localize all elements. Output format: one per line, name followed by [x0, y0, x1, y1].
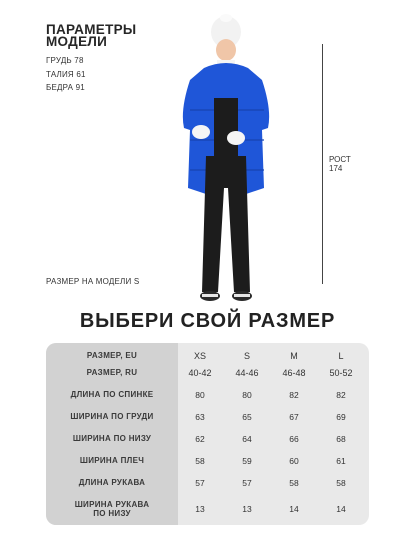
size-row-label: ШИРИНА ПЛЕЧ [79, 456, 145, 465]
size-cell: S [243, 351, 250, 361]
size-table [46, 343, 369, 525]
size-cell: L [338, 351, 344, 361]
size-cell: 58 [195, 456, 205, 466]
size-cell: 61 [336, 456, 346, 466]
size-cell: 66 [289, 434, 299, 444]
size-cell: 13 [242, 504, 252, 514]
size-cell: 50-52 [329, 368, 353, 378]
size-cell: 67 [289, 412, 299, 422]
size-row-label: ШИРИНА РУКАВА ПО НИЗУ [74, 500, 150, 518]
model-hips: БЕДРА 91 [46, 83, 85, 92]
size-row-label: ШИРИНА ПО ГРУДИ [70, 412, 154, 421]
size-cell: 58 [336, 478, 346, 488]
size-cell: 46-48 [282, 368, 306, 378]
size-cell: 68 [336, 434, 346, 444]
size-cell: 60 [289, 456, 299, 466]
size-row-label: ДЛИНА ПО СПИНКЕ [70, 390, 154, 399]
size-cell: 69 [336, 412, 346, 422]
size-cell: 14 [336, 504, 346, 514]
model-height [329, 155, 359, 173]
size-row-label: ДЛИНА РУКАВА [78, 478, 146, 487]
choose-size-title: ВЫБЕРИ СВОЙ РАЗМЕР [79, 310, 336, 332]
size-cell: 62 [195, 434, 205, 444]
size-cell: 57 [242, 478, 252, 488]
model-waist: ТАЛИЯ 61 [46, 70, 86, 79]
size-cell: XS [193, 351, 206, 361]
size-cell: 82 [289, 390, 299, 400]
size-cell: 82 [336, 390, 346, 400]
size-cell: 14 [289, 504, 299, 514]
size-cell: 44-46 [235, 368, 259, 378]
size-cell: 64 [242, 434, 252, 444]
model-chest: ГРУДЬ 78 [46, 56, 84, 65]
size-cell: 58 [289, 478, 299, 488]
size-cell: 59 [242, 456, 252, 466]
size-cell: 40-42 [188, 368, 212, 378]
size-row-label: ШИРИНА ПО НИЗУ [72, 434, 152, 443]
size-row-label: РАЗМЕР, RU [86, 368, 138, 377]
height-divider [322, 44, 323, 284]
size-cell: 65 [242, 412, 252, 422]
model-params-title: ПАРАМЕТРЫ МОДЕЛИ [46, 22, 137, 49]
size-cell: 80 [242, 390, 252, 400]
size-cell: 63 [195, 412, 205, 422]
size-cell: 80 [195, 390, 205, 400]
height-label: РОСТ [329, 155, 351, 164]
size-row-label: РАЗМЕР, EU [86, 351, 138, 360]
size-cell: 13 [195, 504, 205, 514]
size-cell: M [290, 351, 298, 361]
height-value: 174 [329, 164, 343, 173]
model-photo [176, 10, 296, 310]
size-cell: 57 [195, 478, 205, 488]
model-size-note: РАЗМЕР НА МОДЕЛИ S [46, 277, 140, 286]
